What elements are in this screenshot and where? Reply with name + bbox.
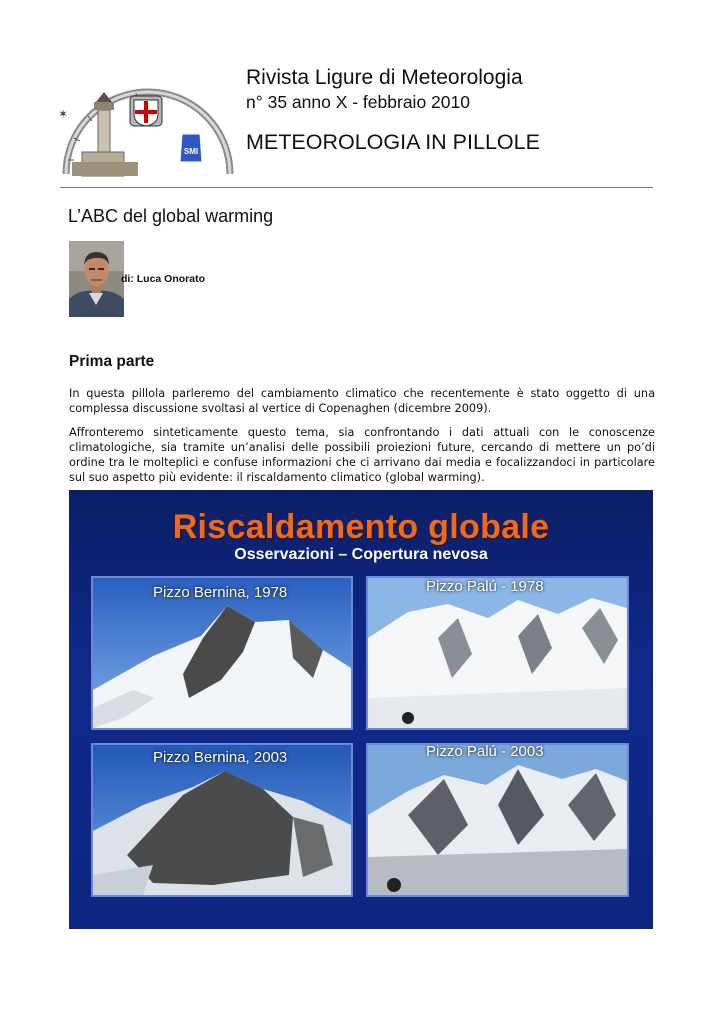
- photo-palu-1978: [366, 576, 629, 730]
- slide-subtitle: Osservazioni – Copertura nevosa: [234, 546, 488, 563]
- photo-palu-2003: [366, 743, 629, 897]
- article-title: L’ABC del global warming: [68, 206, 274, 226]
- photo-label: Pizzo Palú - 1978: [426, 578, 544, 595]
- issue-info: n° 35 anno X - febbraio 2010: [246, 92, 470, 112]
- photo-label: Pizzo Bernina, 2003: [153, 749, 288, 766]
- author-byline: [121, 273, 205, 285]
- slide-image: [69, 490, 653, 929]
- section-title: METEOROLOGIA IN PILLOLE: [246, 130, 540, 154]
- header-divider: [60, 187, 653, 188]
- byline-text: di: Luca Onorato: [121, 273, 205, 285]
- paragraph-1: In questa pillola parleremo del cambiamento climatico che recentemente è stato oggetto di una complessa discussione svoltasi al vertice di Copenaghen (dicembre 2009).: [69, 387, 655, 415]
- photo-label: Pizzo Bernina, 1978: [153, 584, 288, 601]
- part-heading: Prima parte: [69, 353, 155, 370]
- paragraph-2: Affronteremo sinteticamente questo tema, sia confrontando i dati attuali con le conoscenze climatologiche, sia tramite un’analisi delle possibili proiezioni future, cercando di mettere un po’di ordine tra le molteplici e confuse informazioni che ci arrivano dai media e focalizzandoci in particolare sul suo aspetto più evidente: il riscaldamento climatico (global warming).: [69, 426, 655, 484]
- svg-text:✶: ✶: [58, 107, 69, 121]
- photo-label: Pizzo Palú - 2003: [426, 743, 544, 760]
- slide-title: Riscaldamento globale: [172, 508, 550, 546]
- author-photo: [69, 241, 124, 317]
- photo-bernina-1978: [91, 576, 353, 730]
- photo-bernina-2003: [91, 743, 353, 897]
- magazine-title: Rivista Ligure di Meteorologia: [246, 66, 523, 89]
- logo-badge-text: SMI: [183, 147, 199, 156]
- magazine-logo: [54, 74, 236, 178]
